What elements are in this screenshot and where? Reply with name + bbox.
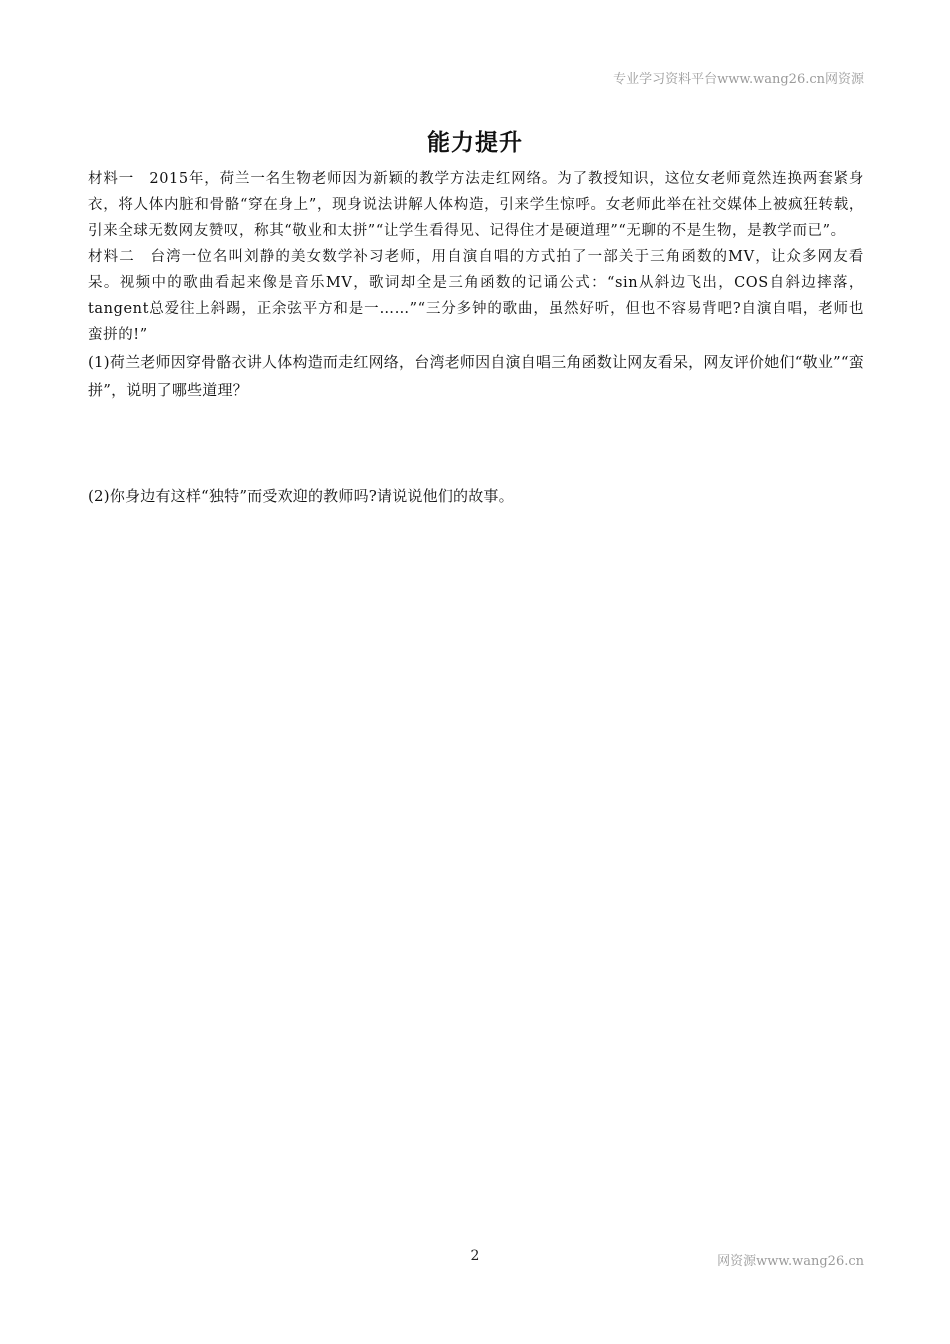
material-two-paragraph: 材料二 台湾一位名叫刘静的美女数学补习老师，用自演自唱的方式拍了一部关于三角函数的MV，让众多网友看呆。视频中的歌曲看起来像是音乐MV，歌词却全是三角函数的记诵公式：“sin从斜边飞出，COS自斜边摔落，tangent总爱往上斜踢，正余弦平方和是一……”“三分多钟的歌曲，虽然好听，但也不容易背吧?自演自唱，老师也蛮拼的!” [88,249,864,343]
page-number: 2 [470,1248,480,1264]
material-one-paragraph: 材料一 2015年，荷兰一名生物老师因为新颖的教学方法走红网络。为了教授知识，这位女老师竟然连换两套紧身衣，将人体内脏和骨骼“穿在身上”，现身说法讲解人体构造，引来学生惊呼。女老师此举在社交媒体上被疯狂转载，引来全球无数网友赞叹，称其“敬业和太拼”“让学生看得见、记得住才是硬道理”“无聊的不是生物，是教学而已”。 [88,171,864,239]
document-body [88,166,864,510]
question-two: (2)你身边有这样“独特”而受欢迎的教师吗?请说说他们的故事。 [88,487,514,505]
footer-watermark-text: 网资源www.wang26.cn [717,1254,864,1269]
header-watermark-text: 专业学习资料平台www.wang26.cn网资源 [613,72,864,87]
question-one: (1)荷兰老师因穿骨骼衣讲人体构造而走红网络，台湾老师因自演自唱三角函数让网友看呆，网友评价她们“敬业”“蛮拼”，说明了哪些道理？ [88,353,864,399]
page-title: 能力提升 [427,130,523,156]
